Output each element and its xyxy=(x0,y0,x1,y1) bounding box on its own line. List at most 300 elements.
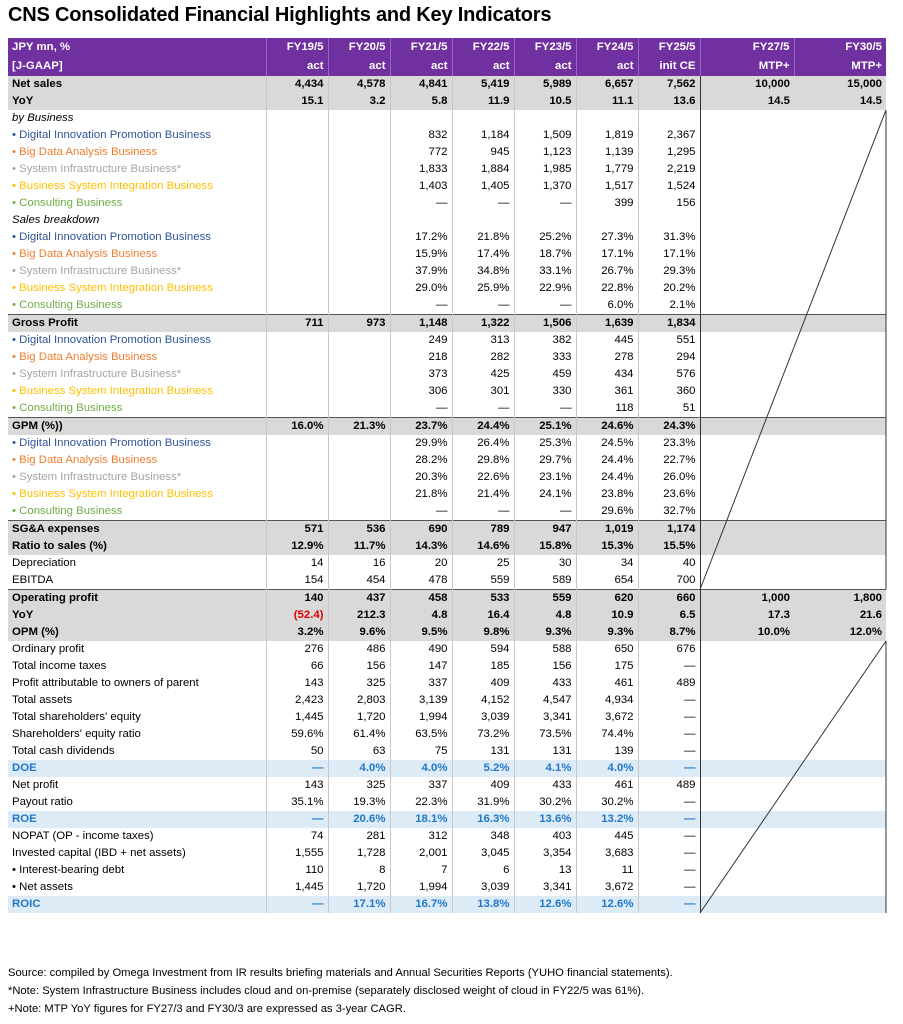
table-cell: 17.1% xyxy=(328,896,390,913)
table-cell: 1,184 xyxy=(452,127,514,144)
table-cell: 620 xyxy=(576,590,638,608)
table-cell xyxy=(328,178,390,195)
header-cell: act xyxy=(328,57,390,76)
table-cell xyxy=(266,246,328,263)
row-label: ROIC xyxy=(8,896,266,913)
table-cell: 17.1% xyxy=(638,246,700,263)
table-cell xyxy=(266,366,328,383)
table-cell: 1,148 xyxy=(390,315,452,333)
table-cell: 249 xyxy=(390,332,452,349)
table-cell: 22.9% xyxy=(514,280,576,297)
table-cell xyxy=(794,641,886,658)
table-cell: — xyxy=(452,503,514,521)
row-label: Payout ratio xyxy=(12,796,73,808)
table-cell xyxy=(794,862,886,879)
table-cell: 59.6% xyxy=(266,726,328,743)
page-title: CNS Consolidated Financial Highlights and Key Indicators xyxy=(8,4,552,26)
table-cell: 16.3% xyxy=(452,811,514,828)
table-cell: 6 xyxy=(452,862,514,879)
table-cell: 1,322 xyxy=(452,315,514,333)
table-cell xyxy=(794,161,886,178)
table-cell: — xyxy=(514,400,576,418)
table-cell: 33.1% xyxy=(514,263,576,280)
table-cell: 1,445 xyxy=(266,879,328,896)
table-cell xyxy=(794,383,886,400)
header-cell: act xyxy=(266,57,328,76)
table-cell: 16.7% xyxy=(390,896,452,913)
table-cell xyxy=(700,538,794,555)
table-cell: 9.6% xyxy=(328,624,390,641)
table-cell: 118 xyxy=(576,400,638,418)
table-cell xyxy=(328,383,390,400)
row-label: Gross Profit xyxy=(8,315,266,333)
table-cell: 445 xyxy=(576,828,638,845)
table-cell: 17.2% xyxy=(390,229,452,246)
header-cell: FY19/5 xyxy=(266,38,328,57)
table-cell xyxy=(266,349,328,366)
table-cell: 1,123 xyxy=(514,144,576,161)
table-row xyxy=(8,229,886,246)
table-cell xyxy=(794,212,886,229)
table-cell: 2,001 xyxy=(390,845,452,862)
row-label: YoY xyxy=(8,607,266,624)
table-cell: 789 xyxy=(452,521,514,539)
table-cell: 650 xyxy=(576,641,638,658)
table-cell xyxy=(266,400,328,418)
table-cell: 61.4% xyxy=(328,726,390,743)
table-cell: 23.1% xyxy=(514,469,576,486)
table-cell: 29.7% xyxy=(514,452,576,469)
row-label: ROE xyxy=(8,811,266,828)
table-cell xyxy=(700,503,794,521)
table-cell: 551 xyxy=(638,332,700,349)
row-label: Operating profit xyxy=(8,590,266,608)
table-cell: 399 xyxy=(576,195,638,212)
table-cell: 313 xyxy=(452,332,514,349)
table-cell xyxy=(328,195,390,212)
table-cell: 30.2% xyxy=(576,794,638,811)
table-cell xyxy=(794,469,886,486)
table-cell: 337 xyxy=(390,675,452,692)
table-cell: 559 xyxy=(452,572,514,590)
table-row xyxy=(8,435,886,452)
table-cell: 22.7% xyxy=(638,452,700,469)
table-cell: 1,800 xyxy=(794,590,886,608)
table-cell: — xyxy=(638,692,700,709)
table-cell: 454 xyxy=(328,572,390,590)
table-cell xyxy=(794,297,886,315)
table-cell xyxy=(794,332,886,349)
row-label: • Consulting Business xyxy=(12,197,123,209)
table-cell: 947 xyxy=(514,521,576,539)
table-cell xyxy=(700,263,794,280)
table-cell xyxy=(794,777,886,794)
table-cell: 361 xyxy=(576,383,638,400)
table-cell: 19.3% xyxy=(328,794,390,811)
table-cell: 3,341 xyxy=(514,709,576,726)
table-cell xyxy=(794,246,886,263)
row-label: • Consulting Business xyxy=(12,402,123,414)
table-row xyxy=(8,212,886,229)
table-cell: 14 xyxy=(266,555,328,572)
table-cell: 14.5 xyxy=(700,93,794,110)
table-cell xyxy=(700,229,794,246)
table-cell: 281 xyxy=(328,828,390,845)
table-cell: 4,152 xyxy=(452,692,514,709)
table-cell: — xyxy=(638,794,700,811)
table-cell: 3,683 xyxy=(576,845,638,862)
table-cell: 22.6% xyxy=(452,469,514,486)
table-cell: 5,419 xyxy=(452,76,514,93)
table-cell: 1,295 xyxy=(638,144,700,161)
table-cell: 140 xyxy=(266,590,328,608)
row-label: • Big Data Analysis Business xyxy=(12,351,158,363)
table-cell: 3,341 xyxy=(514,879,576,896)
table-cell: 25 xyxy=(452,555,514,572)
header-cell: FY20/5 xyxy=(328,38,390,57)
table-row xyxy=(8,692,886,709)
table-cell: 7 xyxy=(390,862,452,879)
table-cell xyxy=(266,161,328,178)
row-label: • Business System Integration Business xyxy=(12,282,213,294)
table-cell xyxy=(266,195,328,212)
table-cell xyxy=(328,400,390,418)
table-cell: — xyxy=(638,760,700,777)
table-cell xyxy=(700,760,794,777)
table-cell xyxy=(266,452,328,469)
table-cell xyxy=(794,521,886,539)
row-label: Total assets xyxy=(12,694,73,706)
table-cell: 20.6% xyxy=(328,811,390,828)
table-cell: 17.1% xyxy=(576,246,638,263)
table-cell xyxy=(328,212,390,229)
row-label: • Business System Integration Business xyxy=(12,180,213,192)
table-cell xyxy=(390,212,452,229)
table-cell xyxy=(700,692,794,709)
table-cell xyxy=(266,212,328,229)
table-cell: 30.2% xyxy=(514,794,576,811)
table-cell: 1,985 xyxy=(514,161,576,178)
table-cell xyxy=(328,366,390,383)
header-cell: act xyxy=(452,57,514,76)
table-row xyxy=(8,349,886,366)
table-cell: 10.9 xyxy=(576,607,638,624)
table-cell: 433 xyxy=(514,777,576,794)
table-cell: 9.3% xyxy=(514,624,576,641)
table-cell xyxy=(328,161,390,178)
table-cell: 4.8 xyxy=(514,607,576,624)
table-cell: 29.8% xyxy=(452,452,514,469)
table-cell: 63 xyxy=(328,743,390,760)
table-cell: 973 xyxy=(328,315,390,333)
table-cell: 1,506 xyxy=(514,315,576,333)
table-cell: 294 xyxy=(638,349,700,366)
table-cell: — xyxy=(514,503,576,521)
table-cell: — xyxy=(514,297,576,315)
table-cell: 15.9% xyxy=(390,246,452,263)
table-cell: 6.0% xyxy=(576,297,638,315)
row-label: Shareholders' equity ratio xyxy=(12,728,141,740)
table-row xyxy=(8,538,886,555)
table-cell: 7,562 xyxy=(638,76,700,93)
table-cell xyxy=(794,195,886,212)
table-cell: 26.7% xyxy=(576,263,638,280)
table-cell: 490 xyxy=(390,641,452,658)
table-cell: 15,000 xyxy=(794,76,886,93)
table-cell: 156 xyxy=(638,195,700,212)
table-cell xyxy=(794,760,886,777)
table-row xyxy=(8,178,886,195)
table-cell xyxy=(266,383,328,400)
note-system-infrastructure: *Note: System Infrastructure Business includes cloud and on-premise (separately disclosed weight of cloud in FY22/5 was 61%). xyxy=(8,985,645,997)
table-cell: 139 xyxy=(576,743,638,760)
table-cell xyxy=(328,435,390,452)
table-cell xyxy=(794,178,886,195)
table-cell: — xyxy=(638,862,700,879)
table-cell: 348 xyxy=(452,828,514,845)
table-cell: 434 xyxy=(576,366,638,383)
table-cell: 700 xyxy=(638,572,700,590)
table-cell: 1,139 xyxy=(576,144,638,161)
table-cell: 131 xyxy=(514,743,576,760)
table-row xyxy=(8,607,886,624)
table-cell: 772 xyxy=(390,144,452,161)
table-cell: 21.4% xyxy=(452,486,514,503)
table-cell: 373 xyxy=(390,366,452,383)
table-cell: — xyxy=(638,658,700,675)
table-cell xyxy=(700,879,794,896)
footnotes xyxy=(8,964,673,1018)
financial-table xyxy=(8,38,886,913)
table-cell xyxy=(700,212,794,229)
table-cell: 2,803 xyxy=(328,692,390,709)
table-cell: 1,833 xyxy=(390,161,452,178)
table-row xyxy=(8,624,886,641)
table-cell: 14.3% xyxy=(390,538,452,555)
row-label: NOPAT (OP - income taxes) xyxy=(12,830,154,842)
table-cell: (52.4) xyxy=(266,607,328,624)
table-cell xyxy=(700,896,794,913)
table-row xyxy=(8,555,886,572)
table-cell: 3,354 xyxy=(514,845,576,862)
table-cell: 478 xyxy=(390,572,452,590)
row-label: • Digital Innovation Promotion Business xyxy=(12,334,211,346)
table-cell xyxy=(700,726,794,743)
table-cell xyxy=(700,418,794,436)
table-cell: 3,039 xyxy=(452,709,514,726)
table-cell xyxy=(700,315,794,333)
table-cell: 312 xyxy=(390,828,452,845)
table-cell: 4,434 xyxy=(266,76,328,93)
table-cell: 4.1% xyxy=(514,760,576,777)
table-cell: 25.1% xyxy=(514,418,576,436)
table-cell xyxy=(266,280,328,297)
table-cell xyxy=(794,811,886,828)
table-cell: 24.6% xyxy=(576,418,638,436)
table-cell: 360 xyxy=(638,383,700,400)
table-cell: 8 xyxy=(328,862,390,879)
table-cell: 5,989 xyxy=(514,76,576,93)
table-cell xyxy=(700,144,794,161)
table-cell: 12.6% xyxy=(576,896,638,913)
table-cell: 6,657 xyxy=(576,76,638,93)
table-cell: 23.3% xyxy=(638,435,700,452)
table-cell: 29.3% xyxy=(638,263,700,280)
table-cell: 15.8% xyxy=(514,538,576,555)
table-cell xyxy=(794,110,886,127)
table-cell: 5.8 xyxy=(390,93,452,110)
table-cell xyxy=(700,675,794,692)
row-label: • System Infrastructure Business* xyxy=(12,368,182,380)
header-label: [J-GAAP] xyxy=(8,57,266,76)
table-cell: 654 xyxy=(576,572,638,590)
table-cell: 16.4 xyxy=(452,607,514,624)
table-row xyxy=(8,658,886,675)
row-label: • System Infrastructure Business* xyxy=(12,163,182,175)
row-label: EBITDA xyxy=(12,574,54,586)
table-cell xyxy=(328,280,390,297)
table-cell: 35.1% xyxy=(266,794,328,811)
table-cell: 11.9 xyxy=(452,93,514,110)
table-cell: 24.4% xyxy=(452,418,514,436)
table-cell: 3,139 xyxy=(390,692,452,709)
table-row xyxy=(8,110,886,127)
table-cell xyxy=(700,572,794,590)
table-cell: 3,045 xyxy=(452,845,514,862)
table-row xyxy=(8,469,886,486)
table-cell: 185 xyxy=(452,658,514,675)
row-label: • System Infrastructure Business* xyxy=(12,265,182,277)
table-row xyxy=(8,246,886,263)
table-cell xyxy=(794,263,886,280)
table-cell xyxy=(266,110,328,127)
table-cell: — xyxy=(390,400,452,418)
table-cell: 301 xyxy=(452,383,514,400)
table-cell: 1,720 xyxy=(328,709,390,726)
table-cell xyxy=(700,486,794,503)
table-cell: 15.5% xyxy=(638,538,700,555)
table-cell xyxy=(794,503,886,521)
row-label: Ratio to sales (%) xyxy=(8,538,266,555)
table-cell xyxy=(700,297,794,315)
row-label: • Net assets xyxy=(12,881,73,893)
table-cell: 458 xyxy=(390,590,452,608)
row-label: • Big Data Analysis Business xyxy=(12,146,158,158)
table-cell xyxy=(794,452,886,469)
table-cell: — xyxy=(266,811,328,828)
table-cell: — xyxy=(638,811,700,828)
table-cell: 63.5% xyxy=(390,726,452,743)
table-cell: 711 xyxy=(266,315,328,333)
table-cell: 23.8% xyxy=(576,486,638,503)
table-cell: 945 xyxy=(452,144,514,161)
table-row xyxy=(8,93,886,110)
row-label: • Digital Innovation Promotion Business xyxy=(12,231,211,243)
table-cell xyxy=(700,178,794,195)
table-row xyxy=(8,161,886,178)
table-cell xyxy=(700,658,794,675)
table-cell: 22.3% xyxy=(390,794,452,811)
row-label: OPM (%) xyxy=(8,624,266,641)
table-cell xyxy=(700,383,794,400)
table-row xyxy=(8,144,886,161)
row-label: • Big Data Analysis Business xyxy=(12,454,158,466)
table-cell xyxy=(576,110,638,127)
row-label: Total income taxes xyxy=(12,660,107,672)
table-cell xyxy=(794,879,886,896)
table-cell: 16.0% xyxy=(266,418,328,436)
table-row xyxy=(8,366,886,383)
table-cell: 12.6% xyxy=(514,896,576,913)
table-row xyxy=(8,418,886,436)
table-cell: 1,728 xyxy=(328,845,390,862)
table-cell: 10,000 xyxy=(700,76,794,93)
table-cell: — xyxy=(266,896,328,913)
table-cell: 1,370 xyxy=(514,178,576,195)
table-row xyxy=(8,76,886,93)
table-cell: 24.4% xyxy=(576,452,638,469)
table-cell xyxy=(794,435,886,452)
table-row xyxy=(8,195,886,212)
table-cell: 26.4% xyxy=(452,435,514,452)
table-cell: 337 xyxy=(390,777,452,794)
table-cell xyxy=(266,229,328,246)
table-cell: 29.6% xyxy=(576,503,638,521)
table-cell: 409 xyxy=(452,777,514,794)
row-label: Depreciation xyxy=(12,557,76,569)
table-cell: 14.6% xyxy=(452,538,514,555)
table-cell: — xyxy=(638,828,700,845)
table-row xyxy=(8,641,886,658)
table-cell xyxy=(328,486,390,503)
table-cell: 3,039 xyxy=(452,879,514,896)
table-cell xyxy=(266,486,328,503)
table-cell xyxy=(794,400,886,418)
table-cell: 25.3% xyxy=(514,435,576,452)
table-cell xyxy=(700,195,794,212)
header-cell: act xyxy=(390,57,452,76)
table-cell: — xyxy=(638,743,700,760)
table-cell xyxy=(700,161,794,178)
table-cell: 409 xyxy=(452,675,514,692)
table-cell xyxy=(794,726,886,743)
table-cell: 212.3 xyxy=(328,607,390,624)
table-cell: 40 xyxy=(638,555,700,572)
table-cell xyxy=(794,315,886,333)
table-cell: 660 xyxy=(638,590,700,608)
table-cell: 306 xyxy=(390,383,452,400)
table-cell: 9.5% xyxy=(390,624,452,641)
table-cell xyxy=(452,110,514,127)
table-cell: 27.3% xyxy=(576,229,638,246)
header-cell: act xyxy=(576,57,638,76)
table-cell: — xyxy=(452,400,514,418)
table-cell xyxy=(328,110,390,127)
table-row xyxy=(8,127,886,144)
table-cell: 21.3% xyxy=(328,418,390,436)
header-cell: FY21/5 xyxy=(390,38,452,57)
row-label: Total shareholders' equity xyxy=(12,711,141,723)
table-cell xyxy=(794,486,886,503)
table-cell xyxy=(700,452,794,469)
table-cell: 2,219 xyxy=(638,161,700,178)
table-cell: 22.8% xyxy=(576,280,638,297)
table-row xyxy=(8,315,886,333)
table-cell: 110 xyxy=(266,862,328,879)
table-cell: 10.5 xyxy=(514,93,576,110)
header-cell: MTP+ xyxy=(794,57,886,76)
table-cell: 4.0% xyxy=(328,760,390,777)
